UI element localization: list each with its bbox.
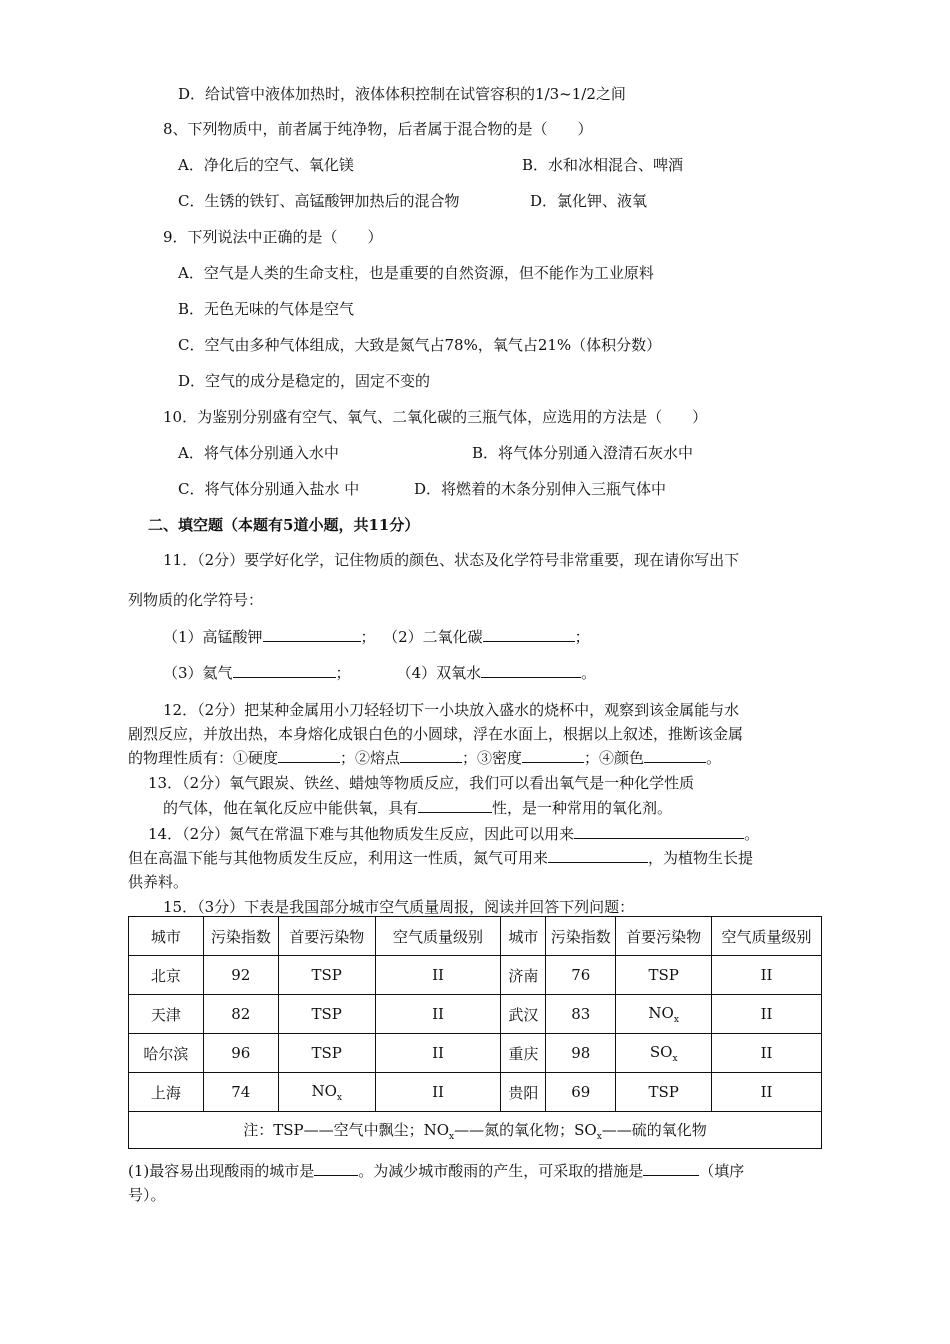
table-cell: TSP xyxy=(278,956,375,995)
q11-sep4: 。 xyxy=(581,664,597,682)
answer-blank[interactable] xyxy=(400,748,462,763)
table-header-cell: 首要污染物 xyxy=(616,917,712,956)
q11-sep2: ； xyxy=(574,628,590,646)
q8-option-c: C．生锈的铁钉、高锰酸钾加热后的混合物 xyxy=(178,192,460,210)
table-row xyxy=(129,956,822,995)
q13-text-b: 性，是一种常用的氧化剂。 xyxy=(492,799,673,817)
answer-blank[interactable] xyxy=(644,748,706,763)
q9-stem: 9．下列说法中正确的是（ ） xyxy=(163,228,383,246)
table-header-cell: 污染指数 xyxy=(546,917,616,956)
table-cell: $NO_x$ xyxy=(616,995,712,1034)
answer-blank[interactable] xyxy=(643,1161,699,1176)
q12-line1: 12．（2分）把某种金属用小刀轻轻切下一小块放入盛水的烧杯中，观察到该金属能与水 xyxy=(163,701,740,719)
q10-option-c: C．将气体分别通入盐水 中 xyxy=(178,480,360,498)
q15-sub1-text-c: （填序 xyxy=(699,1162,745,1180)
q12-line2: 剧烈反应，并放出热，本身熔化成银白色的小圆球，浮在水面上，根据以上叙述，推断该金属 xyxy=(128,725,744,743)
table-cell: II xyxy=(712,1034,822,1073)
q15-sub1-line1 xyxy=(128,1161,744,1181)
q15-sub1-text-a: (1)最容易出现酸雨的城市是 xyxy=(128,1162,315,1180)
q8-stem: 8、下列物质中，前者属于纯净物，后者属于混合物的是（ ） xyxy=(163,120,593,138)
answer-blank[interactable] xyxy=(233,663,336,678)
q10-option-d: D．将燃着的木条分别伸入三瓶气体中 xyxy=(414,480,667,498)
table-cell: TSP xyxy=(616,1073,712,1112)
table-cell: 92 xyxy=(203,956,278,995)
q12-density-label: ；③密度 xyxy=(462,749,523,767)
table-cell: TSP xyxy=(616,956,712,995)
q8-option-d: D．氯化钾、液氧 xyxy=(530,192,648,210)
q13-line1: 13．（2分）氧气跟炭、铁丝、蜡烛等物质反应，我们可以看出氧气是一种化学性质 xyxy=(148,774,695,792)
q14-line1 xyxy=(148,824,759,844)
table-header-cell: 城市 xyxy=(129,917,204,956)
table-cell: II xyxy=(375,1034,501,1073)
table-header-cell: 城市 xyxy=(501,917,546,956)
q8-option-a: A．净化后的空气、氧化镁 xyxy=(178,156,354,174)
q9-option-c: C．空气由多种气体组成，大致是氮气占78%，氧气占21%（体积分数） xyxy=(178,336,662,354)
answer-blank[interactable] xyxy=(314,1161,358,1176)
table-row xyxy=(129,1073,822,1112)
table-cell: II xyxy=(712,995,822,1034)
q12-melting-label: ；②熔点 xyxy=(340,749,401,767)
q11-items-row1 xyxy=(163,627,590,647)
answer-blank[interactable] xyxy=(548,848,648,863)
table-note: 注：TSP——空气中飘尘；$NO_x——$氮的氧化物；$SO_x——$硫的氧化物 xyxy=(129,1112,822,1149)
table-cell: TSP xyxy=(278,995,375,1034)
table-cell: 74 xyxy=(203,1073,278,1112)
table-cell: 重庆 xyxy=(501,1034,546,1073)
table-cell: 贵阳 xyxy=(501,1073,546,1112)
q11-item2-label: （2）二氧化碳 xyxy=(383,628,483,646)
q10-option-b: B．将气体分别通入澄清石灰水中 xyxy=(472,444,694,462)
table-row xyxy=(129,1034,822,1073)
q13-text-a: 的气体，他在氧化反应中能供氧，具有 xyxy=(163,799,419,817)
table-cell: TSP xyxy=(278,1034,375,1073)
table-cell: 济南 xyxy=(501,956,546,995)
q14-line2 xyxy=(128,848,753,868)
table-cell: 76 xyxy=(546,956,616,995)
q11-sep1: ； xyxy=(360,628,376,646)
q9-option-d: D．空气的成分是稳定的，固定不变的 xyxy=(178,372,431,390)
q11-item3-label: （3）氦气 xyxy=(163,664,233,682)
table-cell: 69 xyxy=(546,1073,616,1112)
table-cell: $NO_x$ xyxy=(278,1073,375,1112)
table-cell: II xyxy=(712,1073,822,1112)
table-header-cell: 空气质量级别 xyxy=(375,917,501,956)
answer-blank[interactable] xyxy=(263,627,361,642)
q13-line2 xyxy=(163,798,672,818)
q11-sep3: ； xyxy=(335,664,351,682)
q10-option-a: A．将气体分别通入水中 xyxy=(178,444,339,462)
q7-option-d: D．给试管中液体加热时，液体体积控制在试管容积的1/3~1/2之间 xyxy=(178,85,626,103)
q11-item1-label: （1）高锰酸钾 xyxy=(163,628,263,646)
table-cell: II xyxy=(375,1073,501,1112)
table-cell: 哈尔滨 xyxy=(129,1034,204,1073)
table-cell: 98 xyxy=(546,1034,616,1073)
q11-line1: 11．（2分）要学好化学，记住物质的颜色、状态及化学符号非常重要，现在请你写出下 xyxy=(163,551,740,569)
table-header-cell: 污染指数 xyxy=(203,917,278,956)
table-cell: 82 xyxy=(203,995,278,1034)
table-cell: II xyxy=(712,956,822,995)
q10-stem: 10．为鉴别分别盛有空气、氧气、二氧化碳的三瓶气体，应选用的方法是（ ） xyxy=(163,408,708,426)
table-cell: 上海 xyxy=(129,1073,204,1112)
answer-blank[interactable] xyxy=(483,627,575,642)
q11-items-row2 xyxy=(163,663,596,683)
q11-line2: 列物质的化学符号： xyxy=(128,591,264,609)
table-header-cell: 首要污染物 xyxy=(278,917,375,956)
q12-color-label: ；④颜色 xyxy=(584,749,645,767)
q14-text-c: 但在高温下能与其他物质发生反应，利用这一性质，氮气可用来 xyxy=(128,849,549,867)
q14-text-d: ，为植物生长提 xyxy=(648,849,754,867)
table-cell: II xyxy=(375,956,501,995)
q14-text-a: 14．（2分）氮气在常温下难与其他物质发生反应，因此可以用来 xyxy=(148,825,575,843)
q12-hardness-label: 的物理性质有：①硬度 xyxy=(128,749,279,767)
q9-option-a: A．空气是人类的生命支柱，也是重要的自然资源，但不能作为工业原料 xyxy=(178,264,654,282)
table-cell: II xyxy=(375,995,501,1034)
section-title: 二、填空题（本题有5道小题，共11分） xyxy=(148,516,420,534)
table-row xyxy=(129,995,822,1034)
answer-blank[interactable] xyxy=(418,798,492,813)
q8-option-b: B．水和冰相混合、啤酒 xyxy=(522,156,684,174)
q15-sub1-line2: 号）。 xyxy=(128,1186,166,1204)
table-cell: 96 xyxy=(203,1034,278,1073)
table-cell: 83 xyxy=(546,995,616,1034)
q11-item4-label: （4）双氧水 xyxy=(396,664,482,682)
answer-blank[interactable] xyxy=(522,748,584,763)
q15-stem: 15．（3分）下表是我国部分城市空气质量周报，阅读并回答下列问题： xyxy=(163,898,635,916)
table-header-row xyxy=(129,917,822,956)
q14-text-b: 。 xyxy=(744,825,760,843)
table-cell: 武汉 xyxy=(501,995,546,1034)
answer-blank[interactable] xyxy=(278,748,340,763)
q14-line3: 供养料。 xyxy=(128,873,189,891)
table-cell: $SO_x$ xyxy=(616,1034,712,1073)
q12-line3 xyxy=(128,748,721,768)
table-cell: 天津 xyxy=(129,995,204,1034)
table-cell: 北京 xyxy=(129,956,204,995)
answer-blank[interactable] xyxy=(481,663,581,678)
answer-blank[interactable] xyxy=(574,824,744,839)
q9-option-b: B．无色无味的气体是空气 xyxy=(178,300,355,318)
q12-end: 。 xyxy=(706,749,722,767)
air-quality-table xyxy=(128,916,822,1149)
table-note-row xyxy=(129,1112,822,1149)
table-header-cell: 空气质量级别 xyxy=(712,917,822,956)
q15-sub1-text-b: 。为减少城市酸雨的产生，可采取的措施是 xyxy=(358,1162,644,1180)
